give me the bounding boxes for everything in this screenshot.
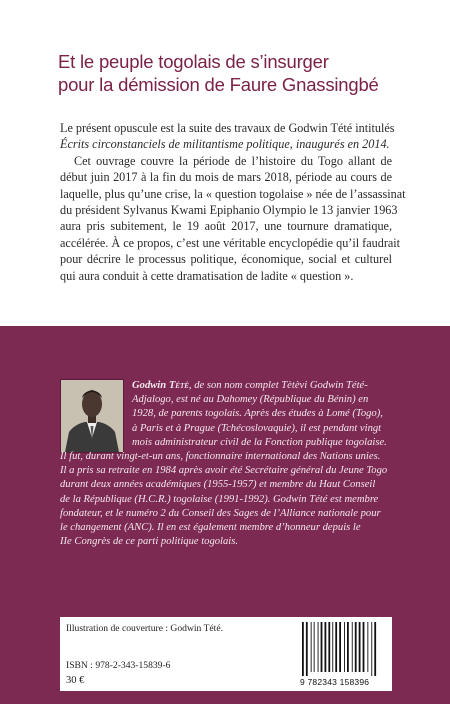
bio-line: de la République (H.C.R.) togolaise (1991-1992). Godwin Tété est membre (60, 493, 379, 505)
price: 30 € (66, 675, 85, 686)
bio-line: fondateur, et le numéro 2 du Conseil des Sages de l’Alliance nationale pour (60, 507, 381, 519)
summary-line: du président Sylvanus Kwami Epiphanio Olympio le 13 janvier 1963 (60, 203, 398, 218)
summary-line: laquelle, plus qu’une crise, la « question togolaise » née de l’assassinat (60, 186, 406, 201)
publication-info-box (60, 617, 392, 691)
barcode-icon (300, 622, 388, 676)
bio-line: 1928, de parents togolais. Après des études à Lomé (Togo), (132, 408, 383, 420)
bio-line: Godwin Tété, de son nom complet Tètèvi Godwin Tété- (132, 380, 368, 391)
author-name: Godwin Tété (132, 380, 189, 391)
book-title (58, 50, 418, 96)
summary-paragraph-1 (60, 120, 395, 153)
barcode-digits: 9 782343 158396 (300, 677, 370, 687)
back-cover-top (0, 0, 450, 326)
title-line-1: Et le peuple togolais de s’insurger (58, 51, 329, 72)
bio-line: Il fut, durant vingt-et-un ans, fonctionnaire international des Nations unies. (60, 451, 381, 463)
summary-line: qui aura conduit à cette dramatisation de ladite « question ». (60, 268, 354, 283)
bio-line: Il a pris sa retraite en 1984 après avoir été Secrétaire général du Jeune Togo (60, 465, 388, 477)
summary-line: pour décrire le processus politique, économique, social et culturel (60, 252, 392, 267)
bio-line: le changement (ANC). Il en est également membre d’honneur depuis le (60, 522, 361, 534)
summary-line: début juin 2017 à la fin du mois de mars 2018, période au cours de (60, 170, 392, 185)
summary-line: accélérée. À ce propos, c’est une véritable encyclopédie qu’il faudrait (60, 235, 401, 250)
summary-line: Cet ouvrage couvre la période de l’histoire du Togo allant de (74, 153, 392, 168)
bio-line: à Paris et à Prague (Tchécoslovaquie), il est pendant vingt (132, 422, 382, 434)
summary-line: Le présent opuscule est la suite des travaux de Godwin Tété intitulés (60, 121, 395, 135)
summary-line: aura pris subitement, le 19 août 2017, une tournure dramatique, (60, 219, 392, 234)
bio-line: durant deux années académiques (1955-1957) et membre du Haut Conseil (60, 479, 376, 491)
summary-line: Écrits circonstanciels de militantisme politique, inaugurés en 2014. (60, 137, 390, 152)
cover-illustration-credit: Illustration de couverture : Godwin Tété. (66, 623, 224, 634)
summary-paragraph-2 (60, 153, 392, 169)
author-bio (60, 379, 396, 549)
bio-line: IIe Congrès de ce parti politique togolais. (60, 536, 239, 548)
bio-line: Adjalogo, est né au Dahomey (République du Bénin) en (132, 394, 369, 406)
bio-line: mois administrateur civil de la Fonction publique togolaise. (132, 436, 387, 448)
summary-text (60, 120, 406, 284)
isbn: ISBN : 978-2-343-15839-6 (66, 660, 171, 671)
title-line-2: pour la démission de Faure Gnassingbé (58, 74, 379, 95)
